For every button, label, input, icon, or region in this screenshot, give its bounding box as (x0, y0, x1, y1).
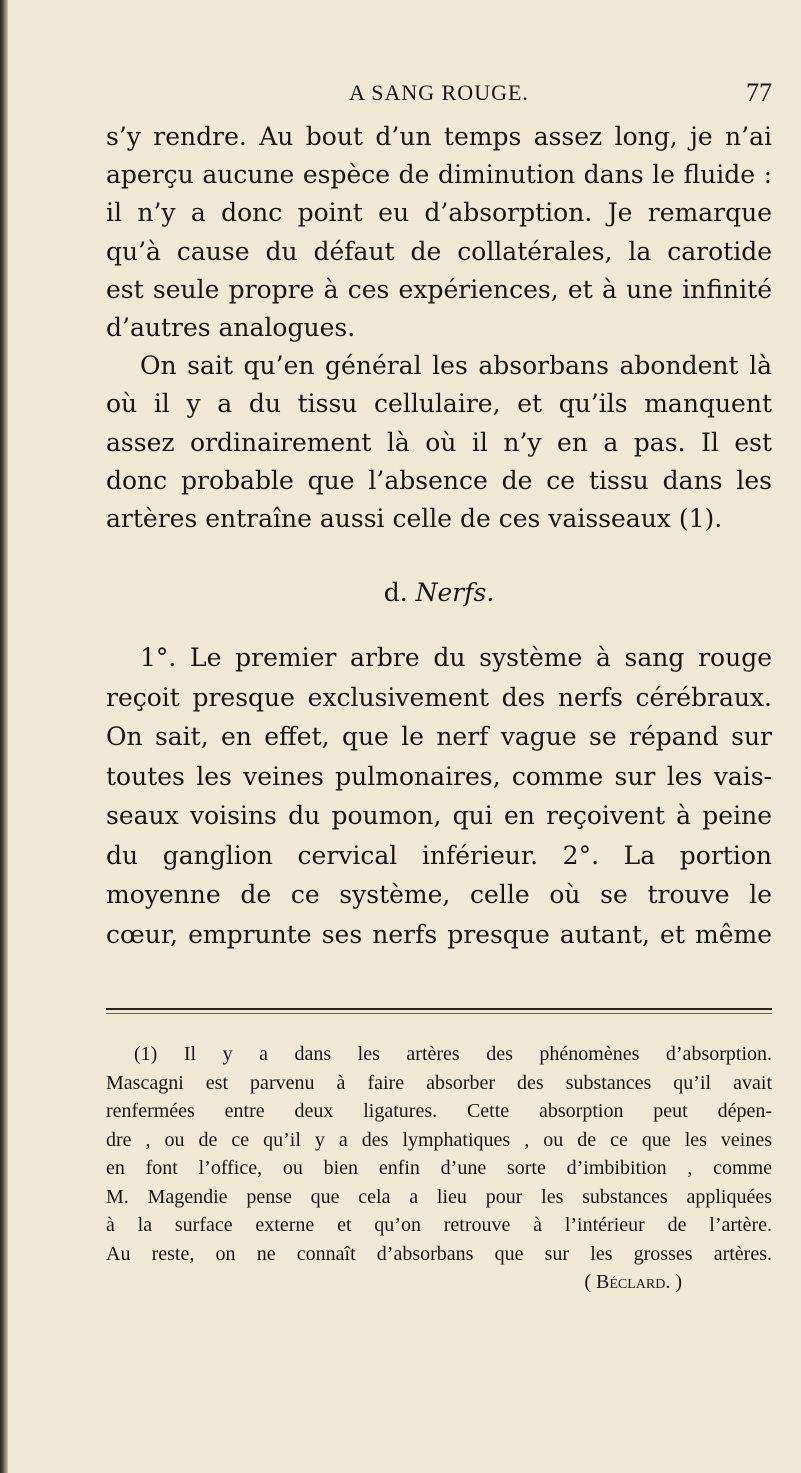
text-line: du ganglion cervical inférieur. 2°. La portion (106, 840, 772, 870)
text-line: cœur, emprunte ses nerfs presque autant, et même (106, 919, 772, 949)
text-line: est seule propre à ces expériences, et à une infinité (106, 274, 772, 304)
text-line: qu’à cause du défaut de collatérales, la carotide (106, 236, 772, 266)
footnote-line: dre , ou de ce qu’il y a des lymphatiques , ou de ce que les veines (106, 1128, 772, 1151)
text-line: artères entraîne aussi celle de ces vaisseaux (1). (106, 504, 723, 534)
text-line: seaux voisins du poumon, qui en reçoivent à peine (106, 801, 772, 830)
text-line: donc probable que l’absence de ce tissu dans les (106, 465, 772, 495)
text-line: d’autres analogues. (106, 313, 356, 343)
page-header (106, 78, 772, 118)
main-text-top (106, 118, 772, 538)
text-line: assez ordinairement là où il n’y en a pas. Il est (106, 427, 772, 457)
text-line: reçoit presque exclusivement des nerfs cérébraux. (106, 682, 772, 712)
footnote-line: Au reste, on ne connaît d’absorbans que sur les grosses artères. (106, 1242, 772, 1265)
paragraph-2 (106, 347, 772, 538)
section-title: Nerfs. (415, 578, 495, 607)
text-line: il n’y a donc point eu d’absorption. Je remarque (106, 198, 772, 228)
text-line: On sait qu’en général les absorbans abondent là (140, 351, 772, 381)
footnote-line: à la surface externe et qu’on retrouve à l’intérieur de l’artère. (106, 1214, 772, 1236)
footnote-rule (106, 1008, 772, 1010)
footnote-line: en font l’office, ou bien enfin d’une sorte d’imbibition , comme (106, 1157, 772, 1179)
section-letter: d. (383, 578, 408, 607)
text-line: On sait, en effet, que le nerf vague se répand sur (106, 722, 772, 751)
paragraph-3 (106, 638, 772, 954)
text-line: toutes les veines pulmonaires, comme sur les vais- (106, 761, 772, 791)
text-line: s’y rendre. Au bout d’un temps assez long, je n’ai (106, 122, 772, 151)
footnote-line: renfermées entre deux ligatures. Cette absorption peut dépen- (106, 1100, 772, 1122)
footnote (106, 1040, 772, 1297)
page-binding-edge (0, 0, 8, 1473)
footnote-line: M. Magendie pense que cela a lieu pour les substances appliquées (106, 1185, 772, 1208)
footnote-rule-thin (106, 1013, 772, 1014)
page-number: 77 (746, 78, 772, 107)
paragraph-1 (106, 118, 772, 347)
text-line: aperçu aucune espèce de diminution dans le fluide : (106, 160, 772, 190)
running-title: A SANG ROUGE. (349, 80, 529, 105)
text-line: 1°. Le premier arbre du système à sang rouge (140, 643, 772, 672)
footnote-line: (1) Il y a dans les artères des phénomènes d’absorption. (134, 1043, 772, 1065)
main-text-bottom (106, 638, 772, 954)
section-heading (106, 578, 772, 607)
footnote-signature: ( Béclard. ) (584, 1271, 682, 1293)
footnote-line: Mascagni est parvenu à faire absorber des substances qu’il avait (106, 1071, 772, 1094)
text-line: où il y a du tissu cellulaire, et qu’ils manquent (106, 389, 772, 419)
text-line: moyenne de ce système, celle où se trouve le (106, 880, 772, 909)
